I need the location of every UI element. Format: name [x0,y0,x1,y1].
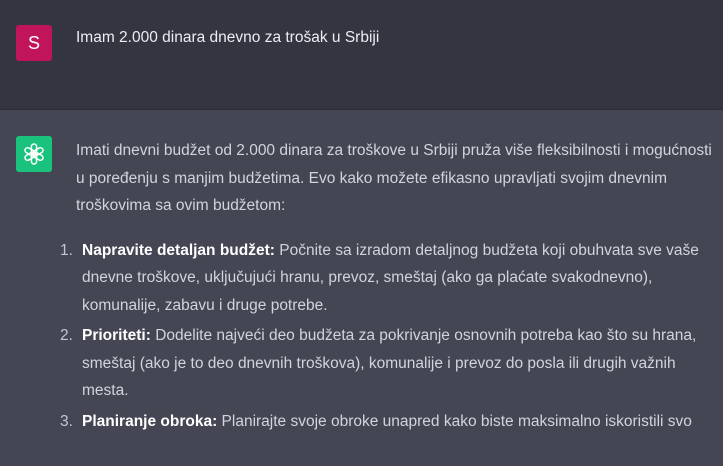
list-item-text: Dodelite najveći deo budžeta za pokrivanje osnovnih potreba kao što su hrana, smeštaj (ako je to deo dnevnih troškova), komunalije i prevoz do posla ili drugih važnih mesta. [82,327,697,399]
assistant-message-row [0,110,723,466]
list-item-title: Napravite detaljan budžet: [82,241,275,259]
reply-list [60,237,716,436]
user-avatar [16,25,52,61]
list-item [60,237,716,320]
list-item [60,322,716,405]
list-item-title: Planiranje obroka: [82,412,218,430]
user-message-text: Imam 2.000 dinara dnevno za trošak u Srbiji [76,29,380,46]
list-item-number: 3. [60,412,73,430]
list-item-number: 2. [60,327,73,344]
user-avatar-letter: S [27,32,40,53]
assistant-reply [60,137,716,438]
reply-intro: Imati dnevni budžet od 2.000 dinara za troškove u Srbiji pruža više fleksibilnosti i mogućnosti u poređenju s manjim budžetima. Evo kako možete efikasno upravljati svojim dnevnim troškovima sa ovim budžetom: [76,142,712,214]
list-item-text: Počnite sa izradom detaljnog budžeta koji obuhvata sve vaše dnevne troškove, uključujući hranu, prevoz, smeštaj (ako ga plaćate svakodnevno), komunalije, zabavu i druge potrebe. [82,241,699,314]
list-item [60,408,716,436]
list-item-text: Planirajte svoje obroke unapred kako biste maksimalno iskoristili svo [217,412,692,430]
list-item-title: Prioriteti: [82,327,151,344]
list-item-number: 1. [60,241,73,259]
openai-logo-icon [16,136,52,172]
user-message-row [0,0,723,110]
